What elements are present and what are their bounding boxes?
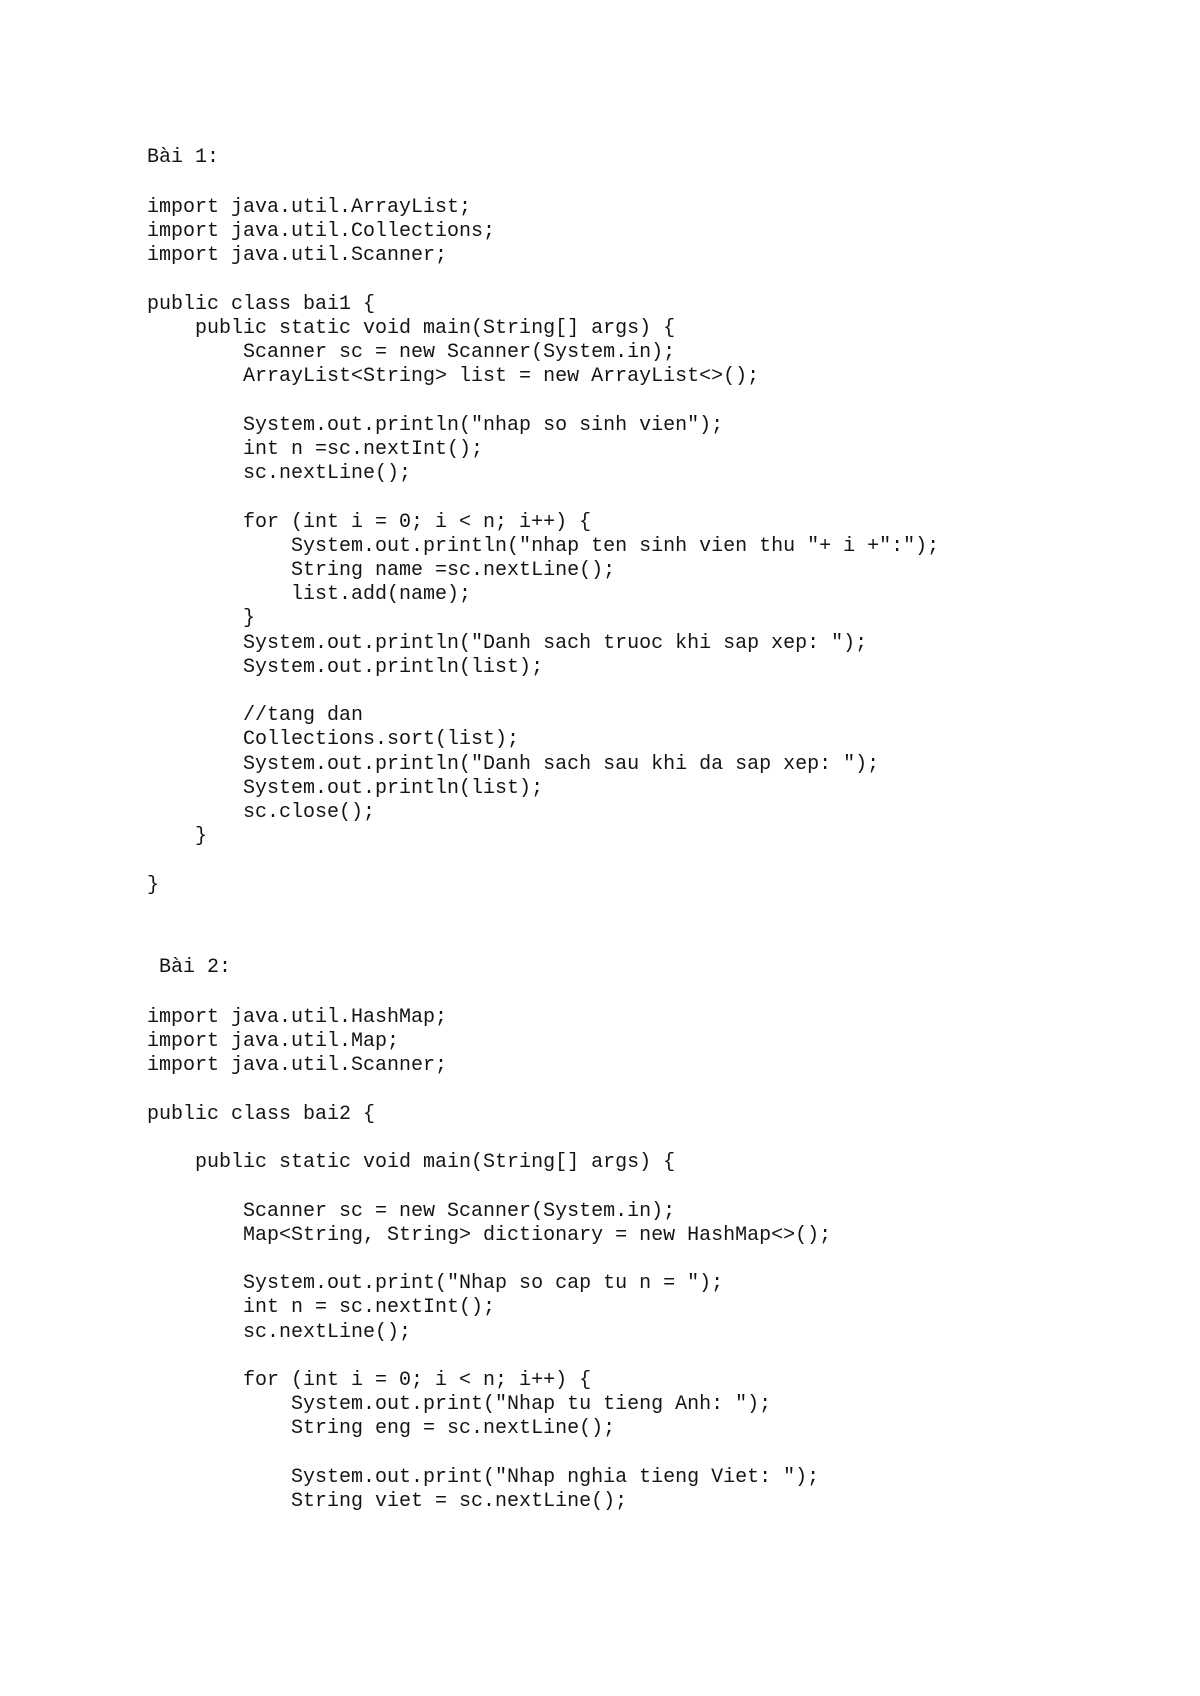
section-2-code: import java.util.HashMap; import java.util.Map; import java.util.Scanner; public class bai2 { public static void main(String[] args) { Scanner sc = new Scanner(System.in); Map<String, String> dictionary = new HashMap<>(); System.out.print("Nhap so cap tu n = "); int n = sc.nextInt(); sc.nextLine(); for (int i = 0; i < n; i++) { System.out.print("Nhap tu tieng Anh: "); String eng = sc.nextLine(); System.out.print("Nhap nghia tieng Viet: "); String viet = sc.nextLine();: [147, 1006, 832, 1514]
section-2-heading: Bài 2:: [159, 956, 232, 979]
section-1-code: import java.util.ArrayList; import java.util.Collections; import java.util.Scanner; public class bai1 { public static void main(String[] args) { Scanner sc = new Scanner(System.in); ArrayList<String> list = new ArrayList<>(); System.out.println("nhap so sinh vien"); int n =sc.nextInt(); sc.nextLine(); for (int i = 0; i < n; i++) { System.out.println("nhap ten sinh vien thu "+ i +":"); String name =sc.nextLine(); list.add(name); } System.out.println("Danh sach truoc khi sap xep: "); System.out.println(list); //tang dan Collections.sort(list); System.out.println("Danh sach sau khi da sap xep: "); System.out.println(list); sc.close(); } }: [147, 196, 940, 897]
section-1-heading: Bài 1:: [147, 146, 220, 169]
